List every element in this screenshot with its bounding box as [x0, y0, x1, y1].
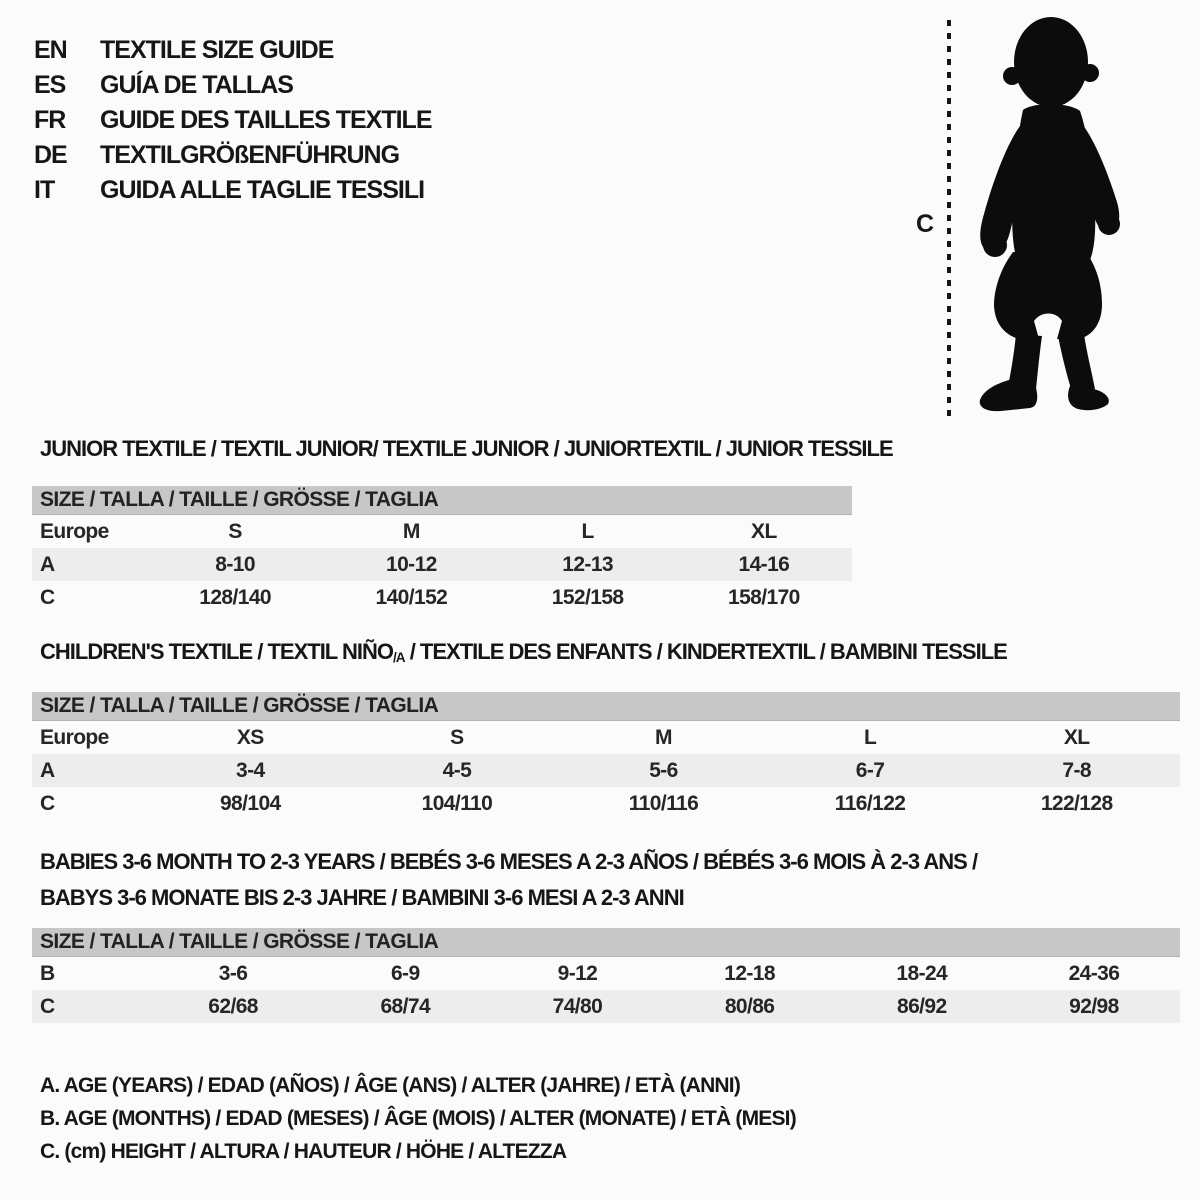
- language-code: IT: [34, 176, 55, 204]
- language-code: DE: [34, 141, 67, 169]
- row-label: A: [40, 758, 55, 782]
- value-cell: 116/122: [834, 791, 906, 815]
- value-cell: 110/116: [628, 791, 699, 815]
- size-cell: M: [655, 725, 672, 749]
- value-cell: 4-5: [442, 758, 472, 782]
- language-title: GUIDA ALLE TAGLIE TESSILI: [100, 176, 425, 204]
- footnote-age-years: A. AGE (YEARS) / EDAD (AÑOS) / ÂGE (ANS) / ALTER (JAHRE) / ETÀ (ANNI): [40, 1074, 741, 1097]
- footnote-age-months: B. AGE (MONTHS) / EDAD (MESES) / ÂGE (MOIS) / ALTER (MONATE) / ETÀ (MESI): [40, 1107, 796, 1130]
- value-cell: 12-13: [562, 552, 613, 576]
- language-title: TEXTILGRÖßENFÜHRUNG: [100, 141, 400, 169]
- language-row: [34, 71, 293, 100]
- value-cell: 7-8: [1062, 758, 1091, 782]
- value-cell: 3-4: [236, 758, 265, 782]
- babies-section-title-line2: BABYS 3-6 MONATE BIS 2-3 JAHRE / BAMBINI 3-6 MESI A 2-3 ANNI: [40, 885, 684, 910]
- table-row: [32, 754, 1180, 787]
- language-row: [34, 176, 424, 205]
- language-code: ES: [34, 71, 66, 99]
- row-label: C: [40, 791, 55, 815]
- footnote-height-cm: C. (cm) HEIGHT / ALTURA / HAUTEUR / HÖHE / ALTEZZA: [40, 1140, 567, 1163]
- row-label: Europe: [40, 519, 109, 543]
- row-label: Europe: [40, 725, 109, 749]
- babies-section-title-line1: BABIES 3-6 MONTH TO 2-3 YEARS / BEBÉS 3-6 MESES A 2-3 AÑOS / BÉBÉS 3-6 MOIS À 2-3 ANS /: [40, 849, 978, 874]
- table-row: [32, 990, 1180, 1023]
- value-cell: 104/110: [421, 791, 493, 815]
- children-section-title: [40, 639, 1007, 665]
- size-cell: XS: [236, 725, 264, 749]
- value-cell: 5-6: [649, 758, 678, 782]
- height-measure-label: C: [916, 210, 934, 238]
- table-row: [32, 515, 852, 548]
- value-cell: 14-16: [738, 552, 790, 576]
- size-cell: XL: [751, 519, 777, 543]
- size-header-row: [32, 928, 1180, 957]
- size-header-row: [32, 486, 852, 515]
- language-row: [34, 36, 333, 65]
- value-cell: 12-18: [724, 961, 775, 985]
- size-cell: XL: [1063, 725, 1090, 749]
- children-size-table: [32, 692, 1180, 820]
- table-row: [32, 581, 852, 614]
- children-title-part: CHILDREN'S TEXTILE / TEXTIL NIÑO: [40, 639, 393, 664]
- row-label: A: [40, 552, 55, 576]
- value-cell: 74/80: [552, 994, 603, 1018]
- language-title: GUIDE DES TAILLES TEXTILE: [100, 106, 432, 134]
- junior-section-title: JUNIOR TEXTILE / TEXTIL JUNIOR/ TEXTILE JUNIOR / JUNIORTEXTIL / JUNIOR TESSILE: [40, 436, 893, 461]
- table-row: [32, 721, 1180, 754]
- table-row: [32, 787, 1180, 820]
- language-code: EN: [34, 36, 67, 64]
- value-cell: 8-10: [215, 552, 255, 576]
- value-cell: 128/140: [199, 585, 271, 609]
- junior-size-table: [32, 486, 852, 614]
- value-cell: 6-9: [390, 961, 420, 985]
- value-cell: 98/104: [219, 791, 281, 815]
- size-cell: S: [450, 725, 464, 749]
- language-row: [34, 141, 399, 170]
- value-cell: 158/170: [728, 585, 800, 609]
- size-header-label: SIZE / TALLA / TAILLE / GRÖSSE / TAGLIA: [40, 930, 439, 953]
- size-header-label: SIZE / TALLA / TAILLE / GRÖSSE / TAGLIA: [40, 488, 439, 511]
- value-cell: 18-24: [896, 961, 948, 985]
- size-cell: M: [402, 519, 420, 543]
- value-cell: 24-36: [1068, 961, 1120, 985]
- value-cell: 122/128: [1040, 791, 1113, 815]
- height-measure-dashed-line: [947, 20, 951, 416]
- row-label: C: [40, 585, 55, 609]
- babies-size-table: [32, 928, 1180, 1023]
- language-code: FR: [34, 106, 66, 134]
- row-label: B: [40, 961, 55, 985]
- language-title: GUÍA DE TALLAS: [100, 71, 293, 99]
- size-cell: S: [228, 519, 242, 543]
- baby-silhouette-icon: [953, 12, 1143, 422]
- value-cell: 80/86: [724, 994, 775, 1018]
- value-cell: 86/92: [896, 994, 947, 1018]
- size-cell: L: [863, 725, 877, 749]
- value-cell: 6-7: [855, 758, 885, 782]
- size-header-label: SIZE / TALLA / TAILLE / GRÖSSE / TAGLIA: [40, 694, 439, 717]
- row-label: C: [40, 994, 55, 1018]
- table-row: [32, 548, 852, 581]
- language-row: [34, 106, 432, 135]
- size-cell: L: [581, 519, 594, 543]
- value-cell: 92/98: [1069, 994, 1119, 1018]
- value-cell: 140/152: [375, 585, 448, 609]
- children-title-part: / TEXTILE DES ENFANTS / KINDERTEXTIL / BAMBINI TESSILE: [404, 639, 1007, 664]
- children-title-subscript: /A: [392, 650, 405, 665]
- table-row: [32, 957, 1180, 990]
- value-cell: 3-6: [218, 961, 248, 985]
- value-cell: 68/74: [380, 994, 431, 1018]
- value-cell: 10-12: [386, 552, 437, 576]
- value-cell: 152/158: [551, 585, 624, 609]
- value-cell: 62/68: [208, 994, 258, 1018]
- language-title: TEXTILE SIZE GUIDE: [100, 36, 334, 64]
- value-cell: 9-12: [557, 961, 598, 985]
- size-header-row: [32, 692, 1180, 721]
